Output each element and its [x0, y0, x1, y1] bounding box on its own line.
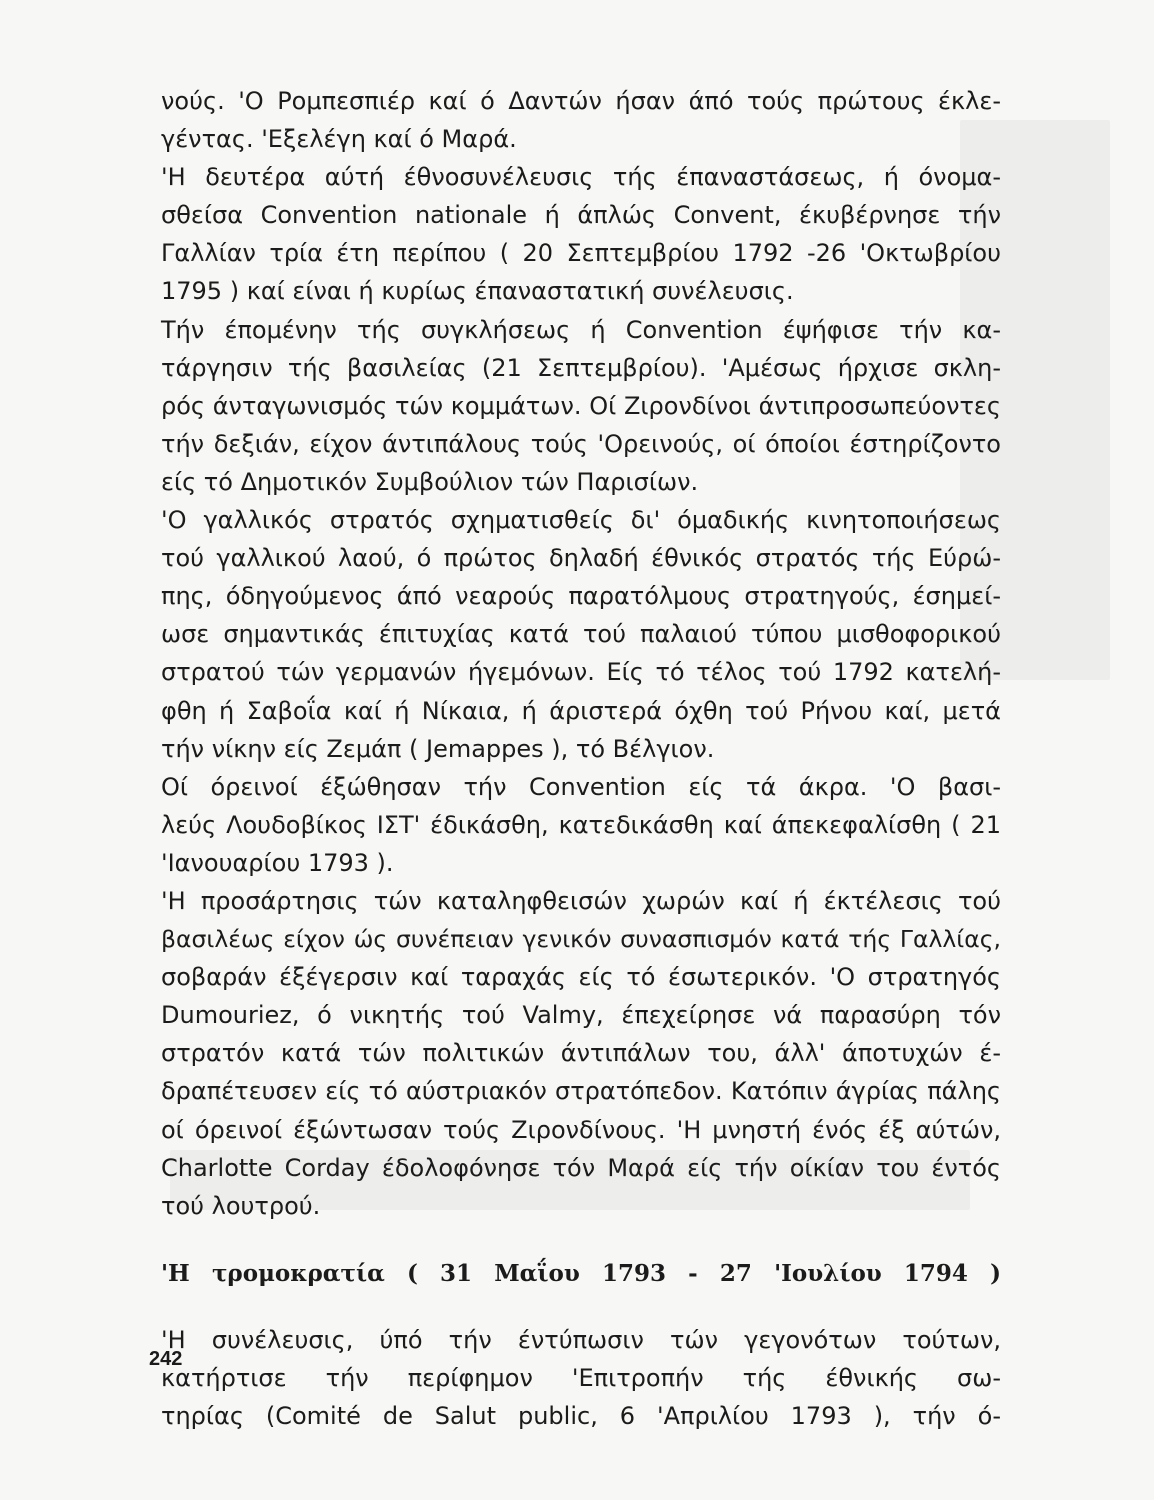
text-line: γέντας. 'Εξελέγη καί ό Μαρά.	[161, 125, 517, 154]
text-line: τήν δεξιάν, είχον άντιπάλους τούς 'Ορεινούς, οί όποίοι έστηρίζοντο	[161, 429, 1001, 458]
text-line: κατήρτισε τήν περίφημον 'Επιτροπήν τής έθνικής σω-	[161, 1363, 1001, 1392]
text-line: Οί όρεινοί έξώθησαν τήν Convention είς τά άκρα. 'Ο βασι-	[161, 772, 1001, 801]
text-line: τάργησιν τής βασιλείας (21 Σεπτεμβρίου). 'Αμέσως ήρχισε σκλη-	[161, 353, 1001, 382]
text-line: σθείσα Convention nationale ή άπλώς Convent, έκυβέρνησε τήν	[161, 201, 1002, 230]
text-line: τηρίας (Comité de Salut public, 6 'Απριλίου 1793 ), τήν ό-	[161, 1402, 1001, 1430]
text-line: Charlotte Corday έδολοφόνησε τόν Μαρά είς τήν οίκίαν του έντός	[161, 1153, 1001, 1182]
text-line: 1795 ) καί είναι ή κυρίως έπαναστατική συνέλευσις.	[161, 277, 794, 306]
page-number: 242	[149, 1348, 183, 1370]
section-heading: 'Η τρομοκρατία ( 31 Μαΐου 1793 - 27 'Ιουλίου 1794 )	[161, 1259, 1001, 1287]
text-line: Τήν έπομένην τής συγκλήσεως ή Convention έψήφισε τήν κα-	[161, 315, 1001, 344]
text-line: βασιλέως είχον ώς συνέπειαν γενικόν συνασπισμόν κατά τής Γαλλίας,	[161, 925, 1001, 954]
paragraphs-top	[161, 82, 1001, 1225]
text-line: φθη ή Σαβοΐα καί ή Νίκαια, ή άριστερά όχθη τού Ρήνου καί, μετά	[161, 696, 1001, 725]
text-line: στρατού τών γερμανών ήγεμόνων. Είς τό τέλος τού 1792 κατελή-	[161, 658, 1001, 687]
text-line: Dumouriez, ό νικητής τού Valmy, έπεχείρησε νά παρασύρη τόν	[161, 1001, 1001, 1030]
text-line: 'Η συνέλευσις, ύπό τήν έντύπωσιν τών γεγονότων τούτων,	[161, 1325, 1001, 1354]
text-line: τήν νίκην είς Ζεμάπ ( Jemappes ), τό Βέλγιον.	[161, 734, 715, 763]
text-line: στρατόν κατά τών πολιτικών άντιπάλων του, άλλ' άποτυχών έ-	[161, 1039, 1001, 1068]
text-line: δραπέτευσεν είς τό αύστριακόν στρατόπεδον. Κατόπιν άγρίας πάλης	[161, 1077, 1001, 1106]
text-line: 'Η προσάρτησις τών καταληφθεισών χωρών καί ή έκτέλεσις τού	[161, 886, 1001, 915]
text-line: είς τό Δημοτικόν Συμβούλιον τών Παρισίων.	[161, 467, 699, 496]
text-line: 'Ο γαλλικός στρατός σχηματισθείς δι' όμαδικής κινητοποιήσεως	[161, 506, 1001, 535]
text-line: 'Ιανουαρίου 1793 ).	[161, 848, 394, 877]
text-line: σοβαράν έξέγερσιν καί ταραχάς είς τό έσωτερικόν. 'Ο στρατηγός	[161, 963, 1001, 992]
text-line: οί όρεινοί έξώντωσαν τούς Ζιρονδίνους. 'Η μνηστή ένός έξ αύτών,	[161, 1115, 1001, 1144]
text-line: 'Η δευτέρα αύτή έθνοσυνέλευσις τής έπαναστάσεως, ή όνομα-	[161, 163, 1001, 192]
text-line: Γαλλίαν τρία έτη περίπου ( 20 Σεπτεμβρίου 1792 -26 'Οκτωβρίου	[161, 239, 1001, 268]
text-line: πης, όδηγούμενος άπό νεαρούς παρατόλμους στρατηγούς, έσημεί-	[161, 582, 1001, 611]
text-line: τού λουτρού.	[161, 1191, 321, 1220]
text-line: τού γαλλικού λαού, ό πρώτος δηλαδή έθνικός στρατός τής Εύρώ-	[161, 544, 1001, 573]
text-line: ρός άνταγωνισμός τών κομμάτων. Οί Ζιρονδίνοι άντιπροσωπεύοντες	[161, 391, 1001, 420]
text-line: νούς. 'Ο Ρομπεσπιέρ καί ό Δαντών ήσαν άπό τούς πρώτους έκλε-	[161, 87, 1001, 115]
text-line: ωσε σημαντικάς έπιτυχίας κατά τού παλαιού τύπου μισθοφορικού	[161, 620, 1001, 649]
body-text	[161, 82, 1001, 1435]
paragraphs-bottom	[161, 1321, 1001, 1435]
text-line: λεύς Λουδοβίκος ΙΣΤ' έδικάσθη, κατεδικάσθη καί άπεκεφαλίσθη ( 21	[161, 810, 1001, 839]
